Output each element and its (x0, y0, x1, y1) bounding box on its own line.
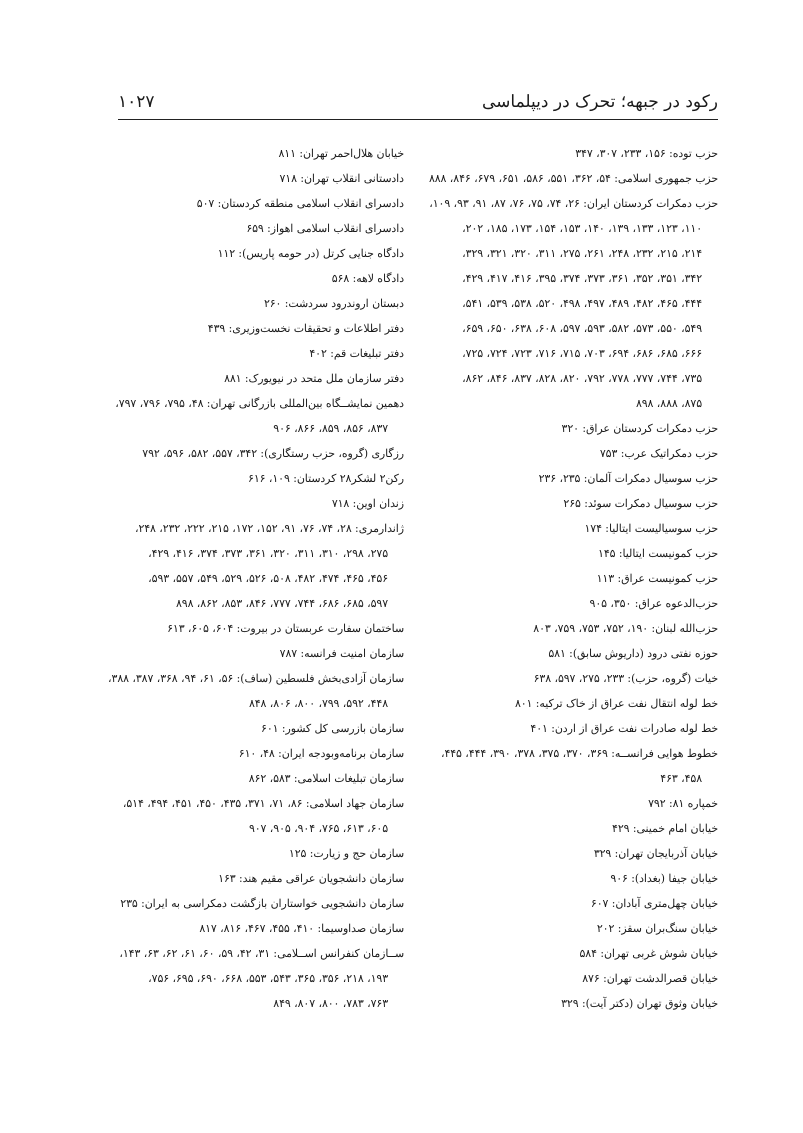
index-column-right (428, 141, 718, 1016)
index-entry: سازمان تبلیغات اسلامی: ۵۸۳، ۸۶۲ (248, 772, 404, 785)
index-entry: ژاندارمری: ۲۸، ۷۴، ۷۶، ۹۱، ۱۵۲، ۱۷۲، ۲۱۵، ۲۲۲، ۲۳۲، ۲۴۸، (134, 522, 404, 535)
index-entry: دبستان اروندرود سردشت: ۲۶۰ (263, 297, 404, 310)
index-entry: دفتر اطلاعات و تحقیقات نخست‌وزیری: ۴۳۹ (207, 322, 404, 335)
index-entry: خیابان جیفا (بغداد): ۹۰۶ (610, 872, 718, 885)
index-entry: حزب سوسیال دمکرات آلمان: ۲۳۵، ۲۳۶ (538, 472, 718, 485)
index-entry: دادستانی انقلاب تهران: ۷۱۸ (279, 172, 404, 185)
index-entry: دفتر تبلیغات قم: ۴۰۲ (309, 347, 404, 360)
page-header (118, 92, 718, 116)
index-entry: حزب‌الدعوه عراق: ۳۵۰، ۹۰۵ (589, 597, 718, 610)
index-entry-continuation: ۴۵۶، ۴۶۵، ۴۷۴، ۴۸۲، ۵۰۸، ۵۲۶، ۵۲۹، ۵۴۹، ۵۵۷، ۵۹۳، (148, 572, 388, 585)
index-entry: دادسرای انقلاب اسلامی منطقه کردستان: ۵۰۷ (196, 197, 404, 210)
index-entry: خیابان وثوق تهران (دکتر آیت): ۳۲۹ (561, 997, 718, 1010)
header-divider (118, 119, 718, 120)
index-entry: دهمین نمایشــگاه بین‌المللی بازرگانی تهران: ۴۸، ۷۹۵، ۷۹۶، ۷۹۷، (115, 397, 404, 410)
index-entry: سازمان حج و زیارت: ۱۲۵ (288, 847, 404, 860)
index-entry: خط لوله صادرات نفت عراق از اردن: ۴۰۱ (530, 722, 718, 735)
index-entry: سازمان دانشجویان عراقی مقیم هند: ۱۶۳ (218, 872, 404, 885)
index-entry: خیابان قصرالدشت تهران: ۸۷۶ (582, 972, 718, 985)
index-entry-continuation: ۲۷۵، ۲۹۸، ۳۱۰، ۳۱۱، ۳۲۰، ۳۶۱، ۳۷۳، ۳۷۴، ۴۱۶، ۴۲۹، (148, 547, 388, 560)
index-entry-continuation: ۶۰۵، ۶۱۳، ۷۶۵، ۹۰۴، ۹۰۵، ۹۰۷ (248, 822, 388, 835)
index-entry: رزگاری (گروه، حزب رستگاری): ۳۴۲، ۵۵۷، ۵۸۲، ۵۹۶، ۷۹۲ (142, 447, 404, 460)
index-entry-continuation: ۷۳۵، ۷۴۴، ۷۷۷، ۷۷۸، ۷۹۲، ۸۲۰، ۸۲۸، ۸۳۷، ۸۴۶، ۸۶۲، (462, 372, 702, 385)
index-entry: حوزه نفتی درود (داریوش سابق): ۵۸۱ (548, 647, 718, 660)
index-entry: حزب جمهوری اسلامی: ۵۴، ۳۶۲، ۵۵۱، ۵۸۶، ۶۵۱، ۶۷۹، ۸۴۶، ۸۸۸ (428, 172, 718, 185)
index-entry-continuation: ۴۵۸، ۴۶۳ (660, 772, 702, 785)
running-title: رکود در جبهه؛ تحرک در دیپلماسی (481, 92, 718, 112)
index-entry: خیابان چهل‌متری آبادان: ۶۰۷ (590, 897, 718, 910)
index-entry-continuation: ۱۹۳، ۲۱۸، ۳۵۶، ۳۶۵، ۵۴۳، ۵۵۳، ۶۶۸، ۶۹۰، ۶۹۵، ۷۵۶، (148, 972, 388, 985)
index-entry: خیابان آذربایجان تهران: ۳۲۹ (593, 847, 718, 860)
index-entry: سازمان دانشجویی خواستاران بازگشت دمکراسی به ایران: ۲۳۵ (120, 897, 404, 910)
index-entry: حزب دمکرات کردستان عراق: ۳۲۰ (561, 422, 718, 435)
index-entry: سازمان آزادی‌بخش فلسطین (ساف): ۵۶، ۶۱، ۹۴، ۳۶۸، ۳۸۷، ۳۸۸، (108, 672, 404, 685)
index-entry: دادسرای انقلاب اسلامی اهواز: ۶۵۹ (246, 222, 404, 235)
index-entry: خطوط هوایی فرانســه: ۳۶۹، ۳۷۰، ۳۷۵، ۳۷۸، ۳۹۰، ۴۴۴، ۴۴۵، (440, 747, 718, 760)
index-entry: حزب کمونیست ایتالیا: ۱۴۵ (598, 547, 718, 560)
index-entry: سازمان صداوسیما: ۴۱۰، ۴۵۵، ۴۶۷، ۸۱۶، ۸۱۷ (199, 922, 404, 935)
page-number: ۱۰۲۷ (118, 92, 155, 112)
index-entry: خیات (گروه، حزب): ۲۳۳، ۲۷۵، ۵۹۷، ۶۳۸ (533, 672, 718, 685)
index-entry: سازمان جهاد اسلامی: ۸۶، ۷۱، ۳۷۱، ۴۳۵، ۴۵۰، ۴۵۱، ۴۹۴، ۵۱۴، (122, 797, 404, 810)
index-entry-continuation: ۶۶۶، ۶۸۵، ۶۸۶، ۶۹۴، ۷۰۳، ۷۱۵، ۷۱۶، ۷۲۳، ۷۲۴، ۷۲۵، (462, 347, 702, 360)
index-entry: سازمان بازرسی کل کشور: ۶۰۱ (261, 722, 404, 735)
index-entry: حزب سوسیالیست ایتالیا: ۱۷۴ (584, 522, 718, 535)
index-entry: زندان اوین: ۷۱۸ (331, 497, 404, 510)
index-entry: خط لوله انتقال نفت عراق از خاک ترکیه: ۸۰۱ (514, 697, 718, 710)
index-entry-continuation: ۱۱۰، ۱۲۳، ۱۳۳، ۱۳۹، ۱۴۰، ۱۵۳، ۱۵۴، ۱۷۳، ۱۸۵، ۲۰۲، (462, 222, 702, 235)
index-entry: دادگاه جنایی کرتل (در حومه پاریس): ۱۱۲ (217, 247, 404, 260)
index-entry: حزب دمکراتیک عرب: ۷۵۳ (599, 447, 718, 460)
index-entry: سازمان امنیت فرانسه: ۷۸۷ (279, 647, 404, 660)
index-entry: خیابان امام خمینی: ۴۲۹ (612, 822, 718, 835)
index-entry-continuation: ۴۴۴، ۴۶۵، ۴۸۲، ۴۸۹، ۴۹۷، ۴۹۸، ۵۲۰، ۵۳۸، ۵۳۹، ۵۴۱، (462, 297, 702, 310)
index-entry-continuation: ۷۶۳، ۷۸۳، ۸۰۰، ۸۰۷، ۸۴۹ (273, 997, 388, 1010)
index-entry: دادگاه لاهه: ۵۶۸ (331, 272, 404, 285)
index-entry: ساختمان سفارت عربستان در بیروت: ۶۰۴، ۶۰۵، ۶۱۳ (167, 622, 404, 635)
index-entry-continuation: ۴۴۸، ۵۹۲، ۷۹۹، ۸۰۰، ۸۰۶، ۸۴۸ (248, 697, 388, 710)
index-entry: حزب سوسیال دمکرات سوئد: ۲۶۵ (563, 497, 718, 510)
index-entry: رکن۲ لشکر۲۸ کردستان: ۱۰۹، ۶۱۶ (248, 472, 404, 485)
index-entry: سازمان برنامه‌وبودجه ایران: ۴۸، ۶۱۰ (238, 747, 404, 760)
index-entry: ســازمان کنفرانس اســلامی: ۳۱، ۴۲، ۵۹، ۶۰، ۶۱، ۶۲، ۶۳، ۱۴۳، (119, 947, 404, 960)
index-entry: حزب توده: ۱۵۶، ۲۳۳، ۳۰۷، ۳۴۷ (575, 147, 718, 160)
index-entry: خیابان سنگ‌بران سقز: ۲۰۲ (596, 922, 718, 935)
index-entry: خیابان شوش غربی تهران: ۵۸۴ (579, 947, 718, 960)
index-column-left (108, 141, 404, 1016)
index-entry: حزب کمونیست عراق: ۱۱۳ (596, 572, 718, 585)
index-entry-continuation: ۳۴۲، ۳۵۱، ۳۵۲، ۳۶۱، ۳۷۳، ۳۷۴، ۳۹۵، ۴۱۶، ۴۱۷، ۴۲۹، (462, 272, 702, 285)
index-entry: حزب دمکرات کردستان ایران: ۲۶، ۷۴، ۷۵، ۷۶، ۸۷، ۹۱، ۹۳، ۱۰۹، (429, 197, 718, 210)
index-entry: خیابان هلال‌احمر تهران: ۸۱۱ (278, 147, 404, 160)
index-entry-continuation: ۵۴۹، ۵۵۰، ۵۷۳، ۵۸۲، ۵۹۳، ۵۹۷، ۶۰۸، ۶۳۸، ۶۵۰، ۶۵۹، (462, 322, 702, 335)
index-entry-continuation: ۸۷۵، ۸۸۸، ۸۹۸ (635, 397, 702, 410)
index-entry-continuation: ۸۳۷، ۸۵۶، ۸۵۹، ۸۶۶، ۹۰۶ (273, 422, 388, 435)
index-entry-continuation: ۵۹۷، ۶۸۵، ۶۸۶، ۷۴۴، ۷۷۷، ۸۴۶، ۸۵۳، ۸۶۲، ۸۹۸ (175, 597, 388, 610)
index-entry-continuation: ۲۱۴، ۲۱۵، ۲۳۲، ۲۴۸، ۲۶۱، ۲۷۵، ۳۱۱، ۳۲۰، ۳۲۱، ۳۲۹، (462, 247, 702, 260)
index-entry: دفتر سازمان ملل متحد در نیویورک: ۸۸۱ (224, 372, 404, 385)
index-entry: خمپاره ۸۱: ۷۹۲ (648, 797, 718, 810)
index-entry: حزب‌الله لبنان: ۱۹۰، ۷۵۲، ۷۵۳، ۷۵۹، ۸۰۳ (533, 622, 718, 635)
